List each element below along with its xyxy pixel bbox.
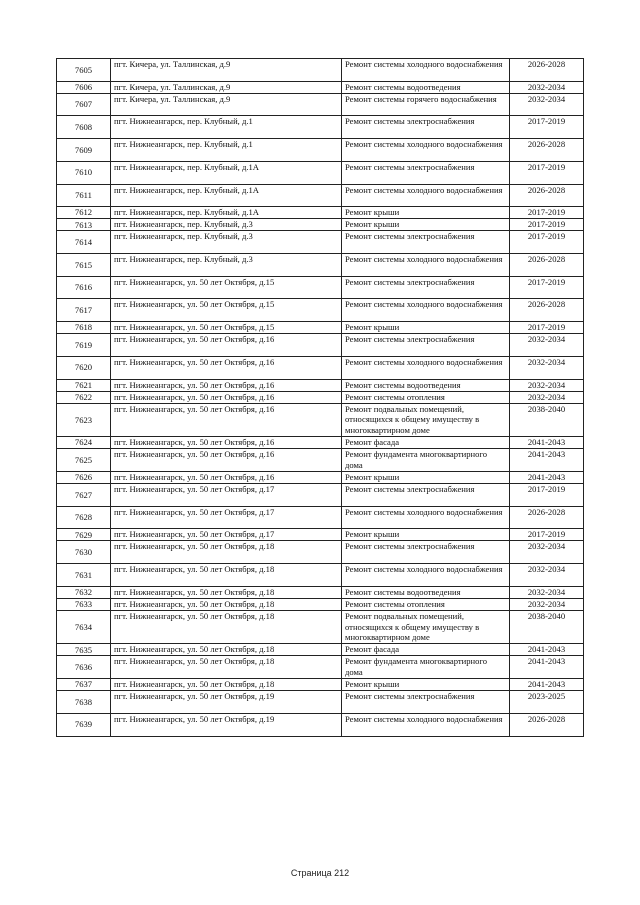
row-number: 7621 [57,379,111,391]
row-number: 7610 [57,161,111,184]
period-cell: 2032-2034 [510,598,584,610]
row-number: 7633 [57,598,111,610]
period-cell: 2041-2043 [510,644,584,656]
table-row [57,161,584,184]
work-type-cell: Ремонт системы водоотведения [342,586,510,598]
address-cell: пгт. Нижнеангарск, ул. 50 лет Октября, д.16 [111,379,342,391]
table-row [57,449,584,472]
period-cell: 2032-2034 [510,93,584,116]
address-cell: пгт. Нижнеангарск, ул. 50 лет Октября, д.18 [111,564,342,587]
work-type-cell: Ремонт крыши [342,322,510,334]
address-cell: пгт. Нижнеангарск, ул. 50 лет Октября, д.16 [111,437,342,449]
work-type-cell: Ремонт крыши [342,207,510,219]
table-row [57,679,584,691]
work-type-cell: Ремонт системы холодного водоснабжения [342,299,510,322]
table-row [57,322,584,334]
table-row [57,219,584,231]
row-number: 7609 [57,139,111,162]
period-cell: 2017-2019 [510,276,584,299]
period-cell: 2032-2034 [510,379,584,391]
table-row [57,116,584,139]
work-type-cell: Ремонт системы холодного водоснабжения [342,564,510,587]
work-type-cell: Ремонт системы холодного водоснабжения [342,139,510,162]
address-cell: пгт. Нижнеангарск, ул. 50 лет Октября, д.19 [111,713,342,736]
table-row [57,506,584,529]
page-number: Страница 212 [290,868,350,878]
work-type-cell: Ремонт фасада [342,437,510,449]
row-number: 7611 [57,184,111,207]
table-row [57,656,584,679]
table-row [57,184,584,207]
address-cell: пгт. Кичера, ул. Таллинская, д.9 [111,81,342,93]
period-cell: 2017-2019 [510,116,584,139]
table-row [57,691,584,714]
table-row [57,541,584,564]
period-cell: 2041-2043 [510,471,584,483]
address-cell: пгт. Нижнеангарск, пер. Клубный, д.1А [111,184,342,207]
address-cell: пгт. Нижнеангарск, пер. Клубный, д.1 [111,139,342,162]
table-row [57,231,584,254]
address-cell: пгт. Нижнеангарск, ул. 50 лет Октября, д.16 [111,471,342,483]
row-number: 7634 [57,611,111,644]
work-type-cell: Ремонт системы холодного водоснабжения [342,184,510,207]
work-type-cell: Ремонт системы холодного водоснабжения [342,506,510,529]
period-cell: 2041-2043 [510,449,584,472]
period-cell: 2026-2028 [510,506,584,529]
table-row [57,471,584,483]
table-row [57,276,584,299]
address-cell: пгт. Нижнеангарск, ул. 50 лет Октября, д.16 [111,403,342,436]
table-row [57,586,584,598]
address-cell: пгт. Нижнеангарск, пер. Клубный, д.1 [111,116,342,139]
row-number: 7628 [57,506,111,529]
address-cell: пгт. Нижнеангарск, ул. 50 лет Октября, д.17 [111,506,342,529]
row-number: 7632 [57,586,111,598]
address-cell: пгт. Нижнеангарск, ул. 50 лет Октября, д.15 [111,276,342,299]
row-number: 7639 [57,713,111,736]
row-number: 7606 [57,81,111,93]
row-number: 7607 [57,93,111,116]
period-cell: 2017-2019 [510,231,584,254]
row-number: 7622 [57,391,111,403]
period-cell: 2041-2043 [510,656,584,679]
work-type-cell: Ремонт системы электроснабжения [342,541,510,564]
address-cell: пгт. Нижнеангарск, пер. Клубный, д.3 [111,219,342,231]
table-row [57,139,584,162]
address-cell: пгт. Нижнеангарск, ул. 50 лет Октября, д.16 [111,391,342,403]
period-cell: 2032-2034 [510,81,584,93]
table-row [57,81,584,93]
row-number: 7636 [57,656,111,679]
period-cell: 2032-2034 [510,334,584,357]
repair-schedule-table [56,58,584,737]
table-row [57,713,584,736]
table-row [57,207,584,219]
period-cell: 2032-2034 [510,564,584,587]
period-cell: 2026-2028 [510,299,584,322]
address-cell: пгт. Кичера, ул. Таллинская, д.9 [111,59,342,82]
address-cell: пгт. Нижнеангарск, пер. Клубный, д.3 [111,231,342,254]
work-type-cell: Ремонт системы электроснабжения [342,334,510,357]
work-type-cell: Ремонт крыши [342,529,510,541]
table-row [57,391,584,403]
address-cell: пгт. Нижнеангарск, ул. 50 лет Октября, д.15 [111,299,342,322]
table-row [57,379,584,391]
address-cell: пгт. Нижнеангарск, ул. 50 лет Октября, д.18 [111,586,342,598]
work-type-cell: Ремонт системы отопления [342,391,510,403]
address-cell: пгт. Нижнеангарск, ул. 50 лет Октября, д.18 [111,644,342,656]
row-number: 7626 [57,471,111,483]
row-number: 7605 [57,59,111,82]
address-cell: пгт. Нижнеангарск, ул. 50 лет Октября, д.16 [111,449,342,472]
period-cell: 2026-2028 [510,713,584,736]
period-cell: 2017-2019 [510,219,584,231]
row-number: 7615 [57,254,111,277]
period-cell: 2026-2028 [510,184,584,207]
row-number: 7608 [57,116,111,139]
work-type-cell: Ремонт системы электроснабжения [342,161,510,184]
row-number: 7623 [57,403,111,436]
table-row [57,437,584,449]
table-row [57,93,584,116]
table-row [57,356,584,379]
row-number: 7635 [57,644,111,656]
work-type-cell: Ремонт фундамента многоквартирного дома [342,656,510,679]
address-cell: пгт. Нижнеангарск, ул. 50 лет Октября, д.16 [111,334,342,357]
period-cell: 2038-2040 [510,403,584,436]
table-row [57,483,584,506]
work-type-cell: Ремонт системы горячего водоснабжения [342,93,510,116]
table-row [57,598,584,610]
period-cell: 2032-2034 [510,541,584,564]
work-type-cell: Ремонт системы холодного водоснабжения [342,356,510,379]
work-type-cell: Ремонт системы электроснабжения [342,691,510,714]
address-cell: пгт. Нижнеангарск, ул. 50 лет Октября, д.19 [111,691,342,714]
row-number: 7614 [57,231,111,254]
work-type-cell: Ремонт системы холодного водоснабжения [342,59,510,82]
row-number: 7624 [57,437,111,449]
address-cell: пгт. Нижнеангарск, ул. 50 лет Октября, д.16 [111,356,342,379]
table-row [57,403,584,436]
work-type-cell: Ремонт системы холодного водоснабжения [342,713,510,736]
work-type-cell: Ремонт подвальных помещений, относящихся к общему имуществу в многоквартирном доме [342,403,510,436]
period-cell: 2041-2043 [510,679,584,691]
period-cell: 2026-2028 [510,139,584,162]
period-cell: 2041-2043 [510,437,584,449]
period-cell: 2017-2019 [510,483,584,506]
work-type-cell: Ремонт системы отопления [342,598,510,610]
table-row [57,644,584,656]
row-number: 7618 [57,322,111,334]
row-number: 7627 [57,483,111,506]
address-cell: пгт. Нижнеангарск, ул. 50 лет Октября, д.17 [111,529,342,541]
address-cell: пгт. Нижнеангарск, пер. Клубный, д.1А [111,207,342,219]
work-type-cell: Ремонт системы электроснабжения [342,116,510,139]
table-row [57,299,584,322]
row-number: 7612 [57,207,111,219]
row-number: 7613 [57,219,111,231]
work-type-cell: Ремонт системы холодного водоснабжения [342,254,510,277]
work-type-cell: Ремонт крыши [342,679,510,691]
row-number: 7625 [57,449,111,472]
work-type-cell: Ремонт фундамента многоквартирного дома [342,449,510,472]
period-cell: 2032-2034 [510,586,584,598]
row-number: 7617 [57,299,111,322]
work-type-cell: Ремонт системы водоотведения [342,81,510,93]
period-cell: 2038-2040 [510,611,584,644]
address-cell: пгт. Нижнеангарск, ул. 50 лет Октября, д.18 [111,598,342,610]
period-cell: 2017-2019 [510,529,584,541]
period-cell: 2032-2034 [510,391,584,403]
work-type-cell: Ремонт подвальных помещений, относящихся к общему имуществу в многоквартирном доме [342,611,510,644]
row-number: 7638 [57,691,111,714]
address-cell: пгт. Нижнеангарск, ул. 50 лет Октября, д.18 [111,656,342,679]
document-page [56,58,583,737]
row-number: 7630 [57,541,111,564]
period-cell: 2026-2028 [510,254,584,277]
work-type-cell: Ремонт системы электроснабжения [342,483,510,506]
work-type-cell: Ремонт системы электроснабжения [342,276,510,299]
period-cell: 2032-2034 [510,356,584,379]
work-type-cell: Ремонт крыши [342,219,510,231]
work-type-cell: Ремонт системы электроснабжения [342,231,510,254]
address-cell: пгт. Нижнеангарск, пер. Клубный, д.3 [111,254,342,277]
period-cell: 2017-2019 [510,322,584,334]
address-cell: пгт. Нижнеангарск, ул. 50 лет Октября, д.18 [111,679,342,691]
row-number: 7631 [57,564,111,587]
table-body [57,59,584,737]
row-number: 7619 [57,334,111,357]
work-type-cell: Ремонт фасада [342,644,510,656]
period-cell: 2017-2019 [510,161,584,184]
row-number: 7637 [57,679,111,691]
table-row [57,529,584,541]
address-cell: пгт. Кичера, ул. Таллинская, д.9 [111,93,342,116]
work-type-cell: Ремонт системы водоотведения [342,379,510,391]
table-row [57,611,584,644]
table-row [57,59,584,82]
address-cell: пгт. Нижнеангарск, ул. 50 лет Октября, д.18 [111,611,342,644]
row-number: 7616 [57,276,111,299]
row-number: 7629 [57,529,111,541]
work-type-cell: Ремонт крыши [342,471,510,483]
address-cell: пгт. Нижнеангарск, ул. 50 лет Октября, д.15 [111,322,342,334]
period-cell: 2017-2019 [510,207,584,219]
table-row [57,564,584,587]
table-row [57,254,584,277]
row-number: 7620 [57,356,111,379]
address-cell: пгт. Нижнеангарск, пер. Клубный, д.1А [111,161,342,184]
period-cell: 2023-2025 [510,691,584,714]
address-cell: пгт. Нижнеангарск, ул. 50 лет Октября, д.18 [111,541,342,564]
period-cell: 2026-2028 [510,59,584,82]
address-cell: пгт. Нижнеангарск, ул. 50 лет Октября, д.17 [111,483,342,506]
table-row [57,334,584,357]
